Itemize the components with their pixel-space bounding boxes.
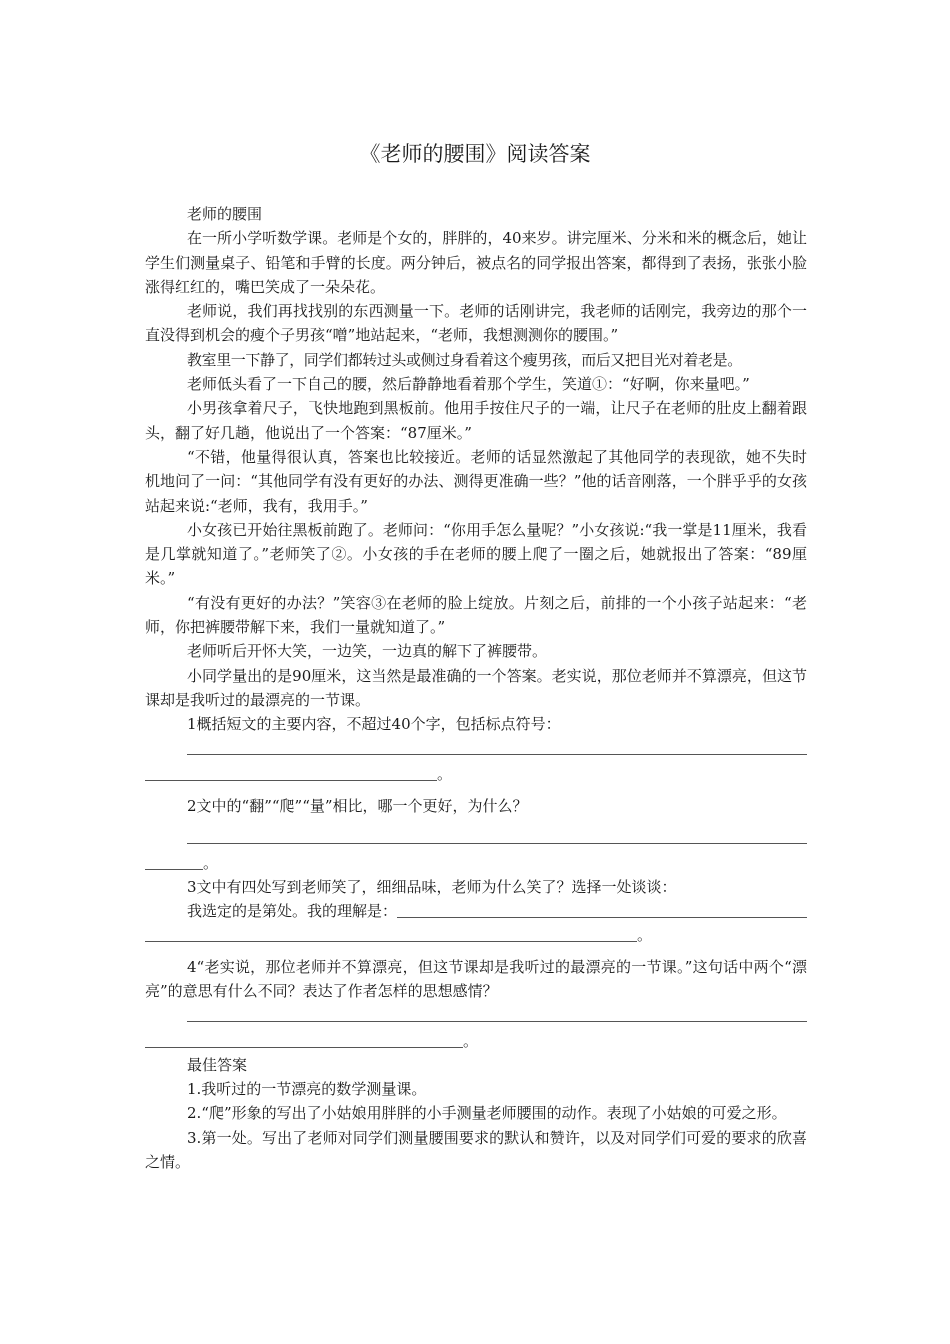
- story-heading: 老师的腰围: [187, 205, 263, 223]
- answer-item: 3.第一处。写出了老师对同学们测量腰围要求的默认和赞许，以及对同学们可爱的要求的欣喜之情。: [145, 1128, 807, 1171]
- story-paragraph: 老师说，我们再找找别的东西测量一下。老师的话刚讲完，我老师的话刚完，我旁边的那个一直没得到机会的瘦个子男孩“噌”地站起来，“老师，我想测测你的腰围。”: [145, 302, 807, 345]
- question-3-prompt: 我选定的是第处。我的理解是：: [187, 902, 398, 921]
- answer-line[interactable]: [145, 852, 203, 870]
- story-paragraph: 小女孩已开始往黑板前跑了。老师问：“你用手怎么量呢？”小女孩说:“我一掌是11厘米，我看是几掌就知道了。”老师笑了②。小女孩的手在老师的腰上爬了一圈之后，她就报出了答案：“89厘米。”: [145, 520, 807, 588]
- answer-line-tail: [145, 762, 807, 786]
- answer-line-tail: [145, 923, 807, 947]
- story-paragraph: 小男孩拿着尺子，飞快地跑到黑板前。他用手按住尺子的一端，让尺子在老师的肚皮上翻着跟头，翻了好几趟，他说出了一个答案：“87厘米。”: [145, 399, 807, 442]
- answer-line[interactable]: [145, 763, 437, 781]
- answer-line[interactable]: [397, 900, 807, 918]
- end-mark: 。: [463, 1031, 479, 1050]
- question-2: 2文中的“翻”“爬”“量”相比，哪一个更好，为什么？: [187, 796, 528, 815]
- document-body: [145, 202, 807, 1174]
- question-1: 1概括短文的主要内容，不超过40个字，包括标点符号：: [187, 715, 561, 734]
- end-mark: 。: [637, 926, 653, 945]
- story-paragraph: 在一所小学听数学课。老师是个女的，胖胖的，40来岁。讲完厘米、分米和米的概念后，她让学生们测量桌子、铅笔和手臂的长度。两分钟后，被点名的同学报出答案，都得到了表扬，张张小脸涨得红红的，嘴巴笑成了一朵朵花。: [145, 229, 807, 296]
- story-paragraph: 小同学量出的是90厘米，这当然是最准确的一个答案。老实说，那位老师并不算漂亮，但这节课却是我听过的最漂亮的一节课。: [145, 666, 807, 709]
- answer-line[interactable]: [145, 924, 637, 942]
- story-paragraph: “不错，他量得很认真，答案也比较接近。老师的话显然激起了其他同学的表现欲，她不失时机地问了一问：“其他同学有没有更好的办法、测得更准确一些？”他的话音刚落，一个胖乎乎的女孩站起来说:“老师，我有，我用手。”: [145, 447, 807, 515]
- answer-line[interactable]: [187, 737, 807, 755]
- story-paragraph: 老师听后开怀大笑，一边笑，一边真的解下了裤腰带。: [187, 642, 548, 661]
- answer-item: 1.我听过的一节漂亮的数学测量课。: [187, 1080, 427, 1099]
- answer-line[interactable]: [145, 1030, 463, 1048]
- answer-line[interactable]: [187, 826, 807, 844]
- question-3-row: [145, 899, 807, 923]
- story-paragraph: “有没有更好的办法？”笑容③在老师的脸上绽放。片刻之后，前排的一个小孩子站起来：“老师，你把裤腰带解下来，我们一量就知道了。”: [145, 593, 807, 637]
- end-mark: 。: [437, 764, 453, 783]
- story-paragraph: 教室里一下静了，同学们都转过头或侧过身看着这个瘦男孩，而后又把目光对着老是。: [187, 350, 742, 369]
- end-mark: 。: [203, 853, 219, 872]
- page-title: 《老师的腰围》阅读答案: [359, 142, 591, 166]
- answer-line-tail: [145, 1029, 807, 1053]
- answer-line-tail: [145, 851, 807, 875]
- answer-line[interactable]: [187, 1004, 807, 1022]
- story-paragraph: 老师低头看了一下自己的腰，然后静静地看着那个学生，笑道①：“好啊，你来量吧。”: [187, 375, 750, 394]
- question-3: 3文中有四处写到老师笑了，细细品味，老师为什么笑了？选择一处谈谈：: [187, 877, 677, 896]
- answers-heading: 最佳答案: [187, 1055, 248, 1074]
- question-4: 4“老实说，那位老师并不算漂亮，但这节课却是我听过的最漂亮的一节课。”这句话中两个“漂亮”的意思有什么不同？表达了作者怎样的思想感情？: [145, 958, 807, 1001]
- answer-item: 2.“爬”形象的写出了小姑娘用胖胖的小手测量老师腰围的动作。表现了小姑娘的可爱之形。: [187, 1104, 787, 1123]
